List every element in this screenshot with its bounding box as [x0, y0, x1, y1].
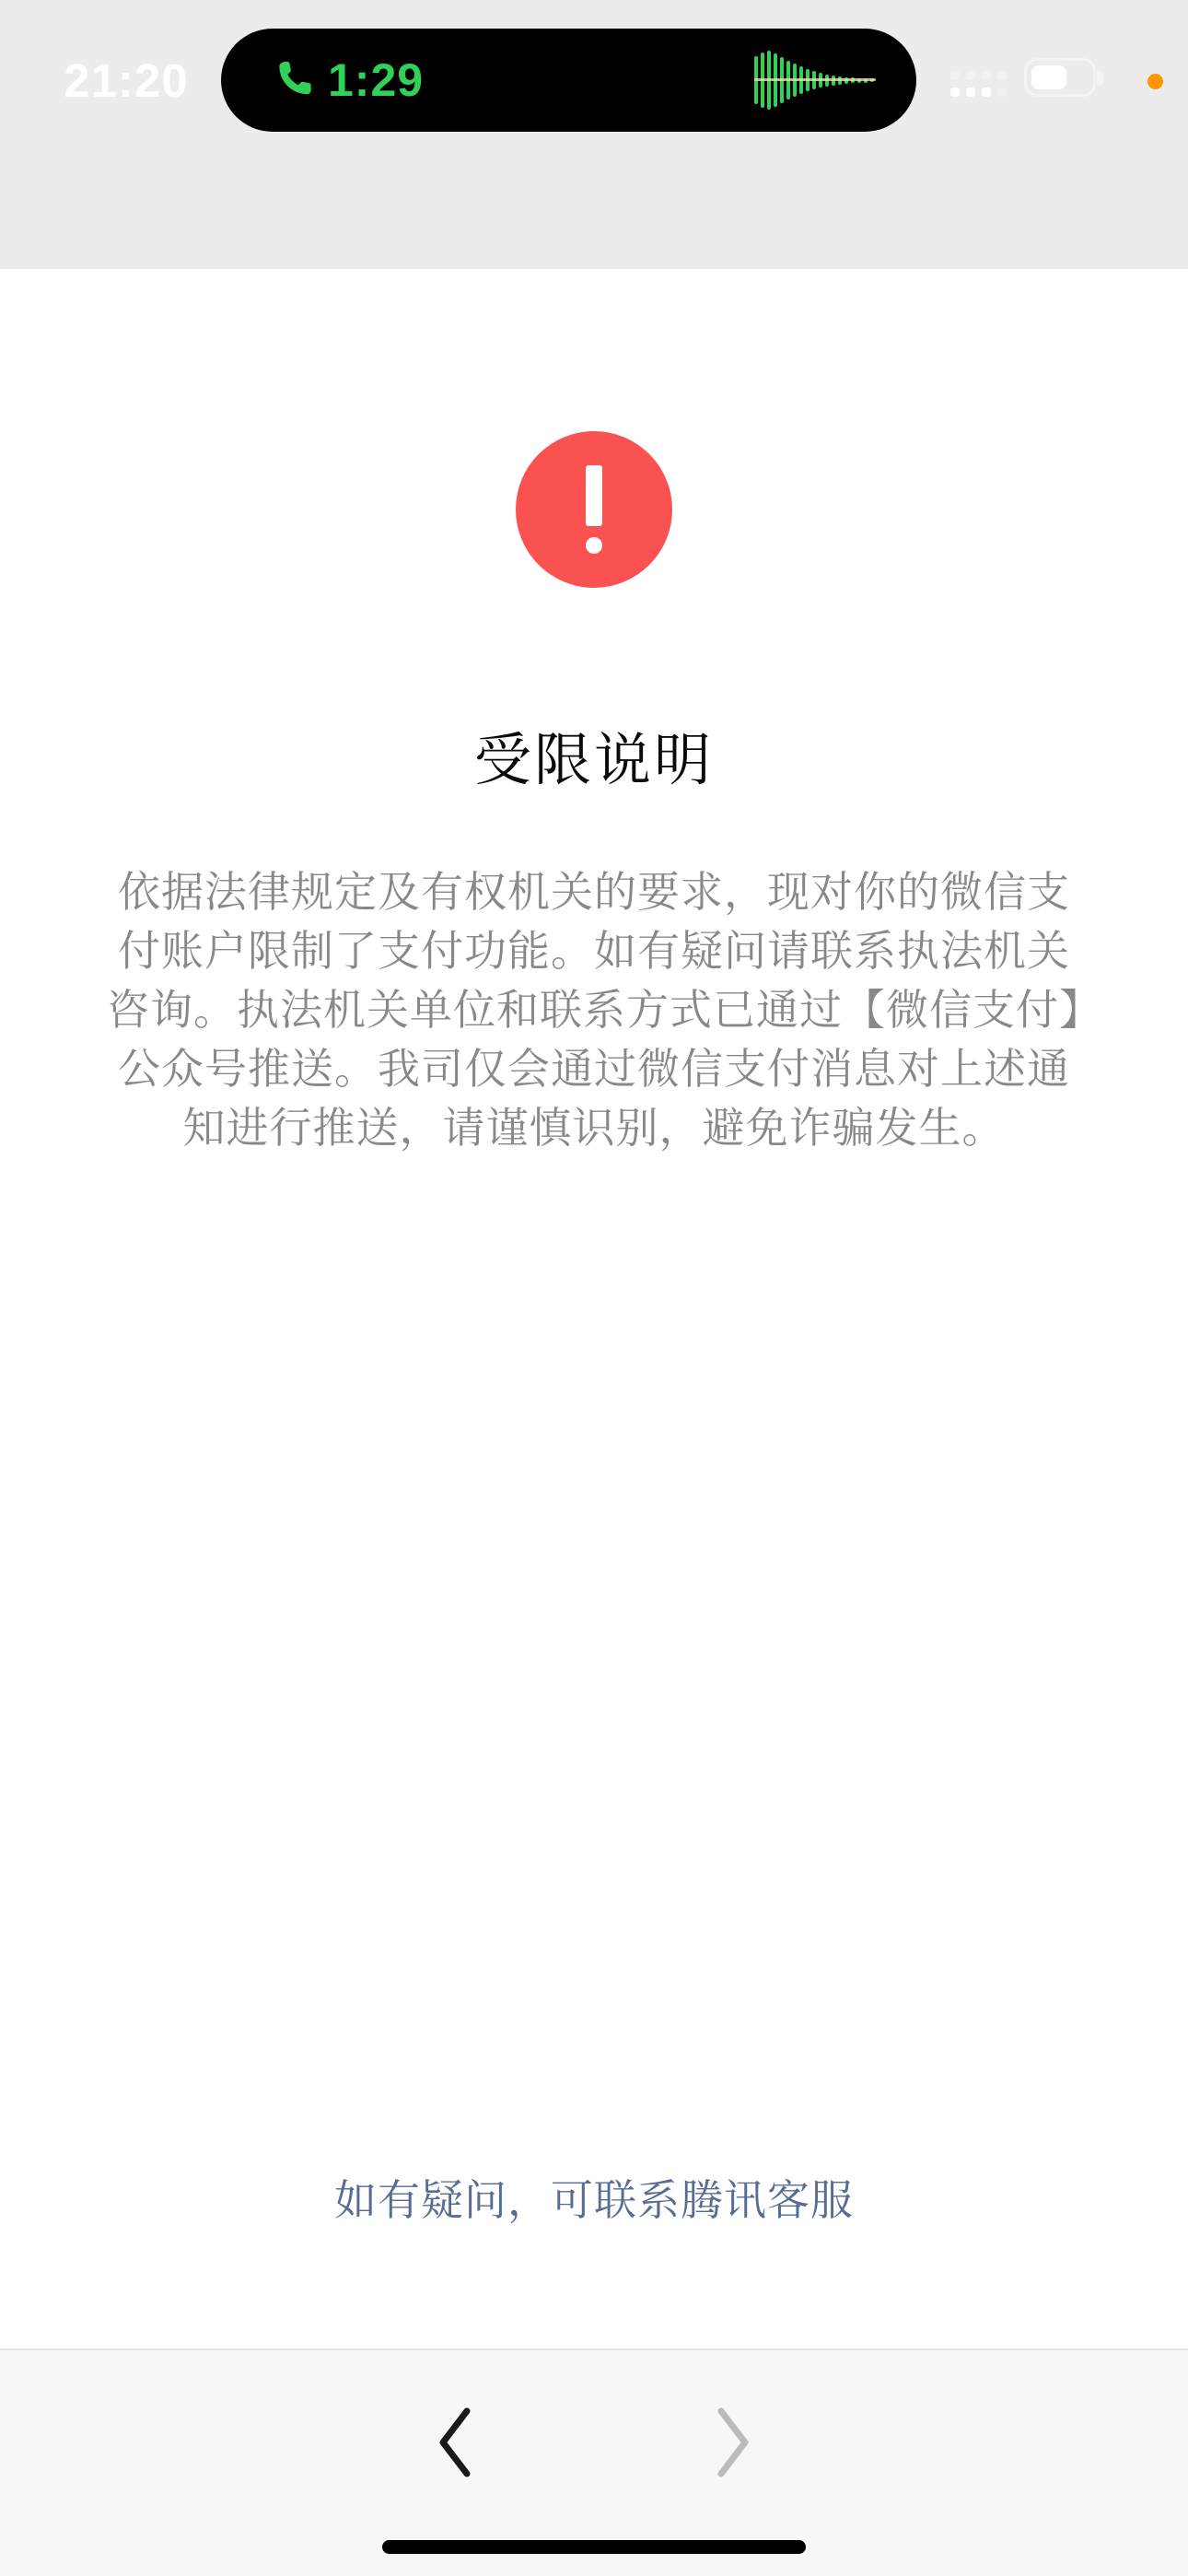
home-indicator[interactable]	[382, 2540, 806, 2554]
battery-fill	[1031, 65, 1066, 89]
audio-waveform-icon	[754, 29, 878, 132]
restriction-heading: 受限说明	[473, 729, 714, 792]
waveform-center-line	[754, 78, 876, 81]
forward-chevron-icon	[716, 2406, 752, 2482]
battery-icon	[1024, 58, 1096, 97]
back-chevron-icon	[436, 2406, 472, 2482]
microphone-indicator-dot	[1147, 74, 1163, 89]
restriction-body-text: 依据法律规定及有权机关的要求，现对你的微信支付账户限制了支付功能。如有疑问请联系执法机关咨询。执法机关单位和联系方式已通过【微信支付】公众号推送。我司仅会通过微信支付消息对上述通知进行推送，请谨慎识别，避免诈骗发生。	[107, 868, 1081, 1152]
dynamic-island-call-pill[interactable]	[221, 29, 916, 132]
call-timer: 1:29	[328, 54, 425, 106]
contact-support-link[interactable]: 如有疑问，可联系腾讯客服	[334, 2176, 854, 2224]
battery-nub	[1097, 71, 1103, 86]
status-time: 21:20	[64, 54, 189, 107]
browser-toolbar	[0, 2348, 1188, 2576]
nav-bar	[0, 134, 1188, 269]
back-button[interactable]	[413, 2393, 495, 2494]
status-bar	[0, 0, 1188, 134]
cellular-signal-icon	[950, 71, 1007, 97]
phone-icon	[273, 59, 311, 102]
header	[0, 0, 1188, 269]
forward-button[interactable]	[693, 2393, 775, 2494]
page-content	[0, 269, 1188, 2348]
call-status	[273, 29, 424, 132]
exclamation-circle-icon	[516, 431, 672, 588]
